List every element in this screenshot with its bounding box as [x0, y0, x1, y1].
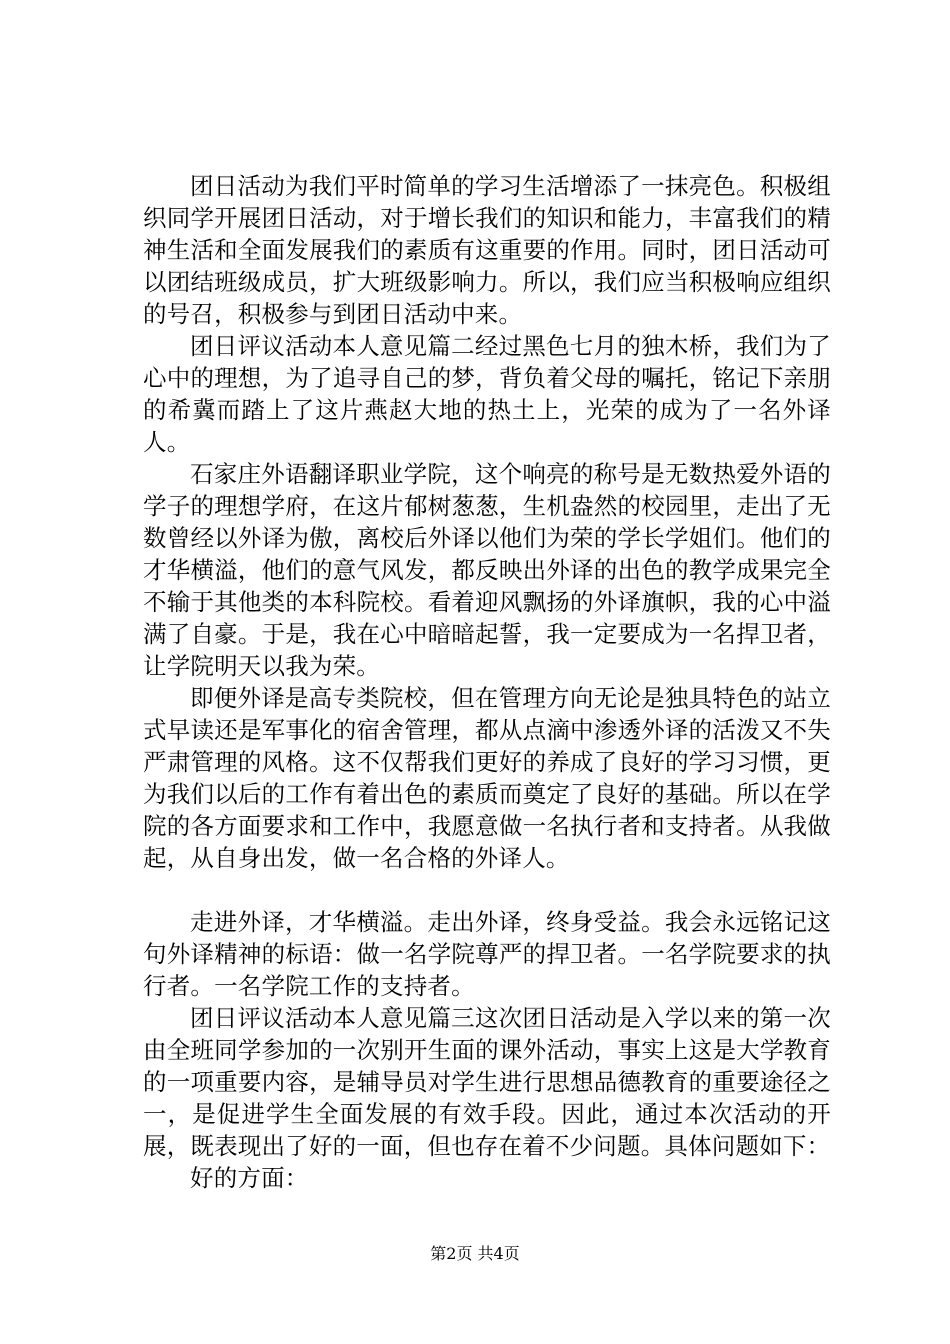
- paragraph-college-description: 石家庄外语翻译职业学院，这个响亮的称号是无数热爱外语的学子的理想学府，在这片郁树葱葱，生机盎然的校园里，走出了无数曾经以外译为傲，离校后外译以他们为荣的学长学姐们。他们的才华横溢，他们的意气风发，都反映出外译的出色的教学成果完全不输于其他类的本科院校。看着迎风飘扬的外译旗帜，我的心中溢满了自豪。于是，我在心中暗暗起誓，我一定要成为一名捍卫者，让学院明天以我为荣。: [143, 460, 831, 680]
- page-number-footer: 第2页 共4页: [430, 1244, 520, 1263]
- paragraph-good-aspects-heading: 好的方面：: [190, 1164, 309, 1192]
- paragraph-spacer: [143, 874, 831, 906]
- paragraph-part-two-opening: 团日评议活动本人意见篇二经过黑色七月的独木桥，我们为了心中的理想，为了追寻自己的梦，背负着父母的嘱托，铭记下亲朋的希冀而踏上了这片燕赵大地的热土上，光荣的成为了一名外译人。: [143, 332, 831, 456]
- document-body: [143, 170, 831, 1194]
- paragraph-tuanri-intro: 团日活动为我们平时简单的学习生活增添了一抹亮色。积极组织同学开展团日活动，对于增长我们的知识和能力，丰富我们的精神生活和全面发展我们的素质有这重要的作用。同时，团日活动可以团结班级成员，扩大班级影响力。所以，我们应当积极响应组织的号召，积极参与到团日活动中来。: [143, 172, 831, 328]
- paragraph-motto: 走进外译，才华横溢。走出外译，终身受益。我会永远铭记这句外译精神的标语：做一名学院尊严的捍卫者。一名学院要求的执行者。一名学院工作的支持者。: [143, 908, 831, 1000]
- paragraph-management-style: 即便外译是高专类院校，但在管理方向无论是独具特色的站立式早读还是军事化的宿舍管理，都从点滴中渗透外译的活泼又不失严肃管理的风格。这不仅帮我们更好的养成了良好的学习习惯，更为我们以后的工作有着出色的素质而奠定了良好的基础。所以在学院的各方面要求和工作中，我愿意做一名执行者和支持者。从我做起，从自身出发，做一名合格的外译人。: [143, 684, 831, 872]
- paragraph-part-three-opening: 团日评议活动本人意见篇三这次团日活动是入学以来的第一次由全班同学参加的一次别开生面的课外活动，事实上这是大学教育的一项重要内容，是辅导员对学生进行思想品德教育的重要途径之一，是促进学生全面发展的有效手段。因此，通过本次活动的开展，既表现出了好的一面，但也存在着不少问题。具体问题如下：: [143, 1004, 831, 1160]
